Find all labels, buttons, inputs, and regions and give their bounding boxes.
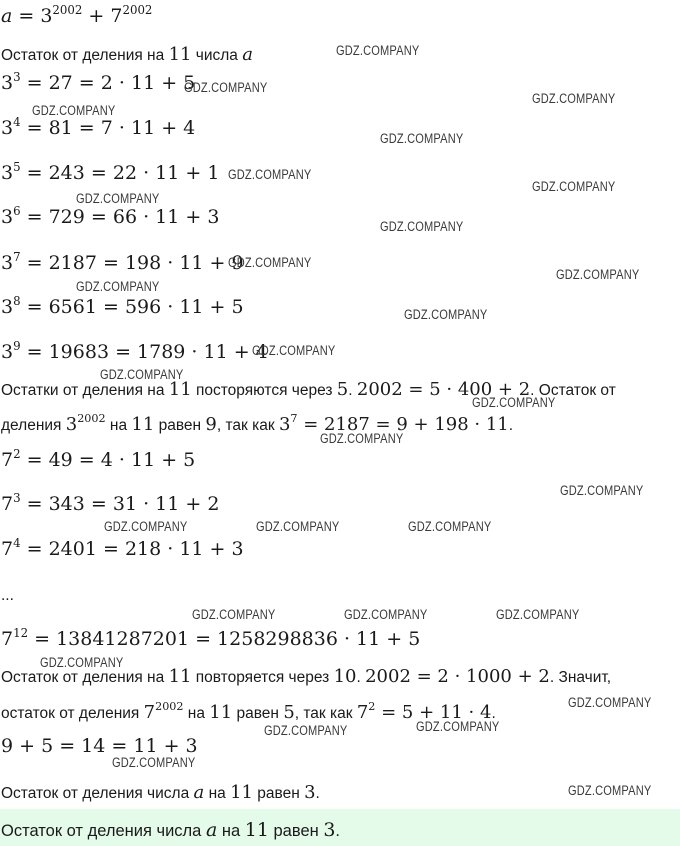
power-3-3: $3^3 = 27 = 2 \cdot 11 + 5$ <box>1 69 196 94</box>
power-7-2: $7^2 = 49 = 4 \cdot 11 + 5$ <box>1 446 196 471</box>
watermark: GDZ.COMPANY <box>40 655 124 670</box>
period-3-text: Остатки от деления на 11 посторяются через 5. 2002 = 5 · 400 + 2. Остаток от <box>1 379 616 400</box>
period-7-text: Остаток от деления на 11 повторяется через 10. 2002 = 2 · 1000 + 2. Значит, <box>1 666 612 687</box>
watermark: GDZ.COMPANY <box>252 343 336 358</box>
power-7-4: $7^4 = 2401 = 218 \cdot 11 + 3$ <box>1 535 244 560</box>
watermark: GDZ.COMPANY <box>228 167 312 182</box>
watermark: GDZ.COMPANY <box>408 519 492 534</box>
conclusion-text: Остаток от деления числа a на 11 равен 3. <box>1 782 320 803</box>
watermark: GDZ.COMPANY <box>76 279 160 294</box>
watermark: GDZ.COMPANY <box>472 395 556 410</box>
expression-a: $a = 3^{2002} + 7^{2002}$ <box>1 2 153 27</box>
watermark: GDZ.COMPANY <box>532 91 616 106</box>
answer-box <box>0 809 680 846</box>
remainder-7-text: остаток от деления $7^{2002}$ на 11 равен 5, так как $7^2 = 5 + 11 \cdot 4$. <box>1 699 496 723</box>
watermark: GDZ.COMPANY <box>380 219 464 234</box>
power-7-3: $7^3 = 343 = 31 \cdot 11 + 2$ <box>1 490 220 515</box>
watermark: GDZ.COMPANY <box>256 519 340 534</box>
watermark: GDZ.COMPANY <box>404 307 488 322</box>
watermark: GDZ.COMPANY <box>104 519 188 534</box>
power-3-5: $3^5 = 243 = 22 \cdot 11 + 1$ <box>1 159 220 184</box>
watermark: GDZ.COMPANY <box>344 607 428 622</box>
watermark: GDZ.COMPANY <box>228 255 312 270</box>
task-statement: Остаток от деления на 11 числа a <box>1 44 253 65</box>
sum-line: 9 + 5 = 14 = 11 + 3 <box>1 735 198 757</box>
watermark: GDZ.COMPANY <box>416 719 500 734</box>
power-3-9: $3^9 = 19683 = 1789 \cdot 11 + 4$ <box>1 338 268 363</box>
watermark: GDZ.COMPANY <box>112 755 196 770</box>
answer-text: Остаток от деления числа a на 11 равен 3. <box>1 819 340 841</box>
watermark: GDZ.COMPANY <box>556 267 640 282</box>
watermark: GDZ.COMPANY <box>568 695 652 710</box>
watermark: GDZ.COMPANY <box>100 367 184 382</box>
power-7-12: $7^{12} = 13841287201 = 1258298836 \cdot 11 + 5$ <box>1 625 421 650</box>
watermark: GDZ.COMPANY <box>32 103 116 118</box>
watermark: GDZ.COMPANY <box>380 131 464 146</box>
watermark: GDZ.COMPANY <box>496 607 580 622</box>
watermark: GDZ.COMPANY <box>532 179 616 194</box>
watermark: GDZ.COMPANY <box>192 607 276 622</box>
power-3-8: $3^8 = 6561 = 596 \cdot 11 + 5$ <box>1 293 244 318</box>
power-3-6: $3^6 = 729 = 66 \cdot 11 + 3$ <box>1 203 220 228</box>
watermark: GDZ.COMPANY <box>320 431 404 446</box>
remainder-3-text: деления $3^{2002}$ на 11 равен 9, так как $3^7 = 2187 = 9 + 198 \cdot 11$. <box>1 411 514 435</box>
watermark: GDZ.COMPANY <box>184 80 268 95</box>
ellipsis: ... <box>1 587 14 604</box>
watermark: GDZ.COMPANY <box>560 483 644 498</box>
power-3-4: $3^4 = 81 = 7 \cdot 11 + 4$ <box>1 114 196 139</box>
watermark: GDZ.COMPANY <box>568 783 652 798</box>
watermark: GDZ.COMPANY <box>76 191 160 206</box>
power-3-7: $3^7 = 2187 = 198 \cdot 11 + 9$ <box>1 249 244 274</box>
watermark: GDZ.COMPANY <box>264 723 348 738</box>
watermark: GDZ.COMPANY <box>336 43 420 58</box>
